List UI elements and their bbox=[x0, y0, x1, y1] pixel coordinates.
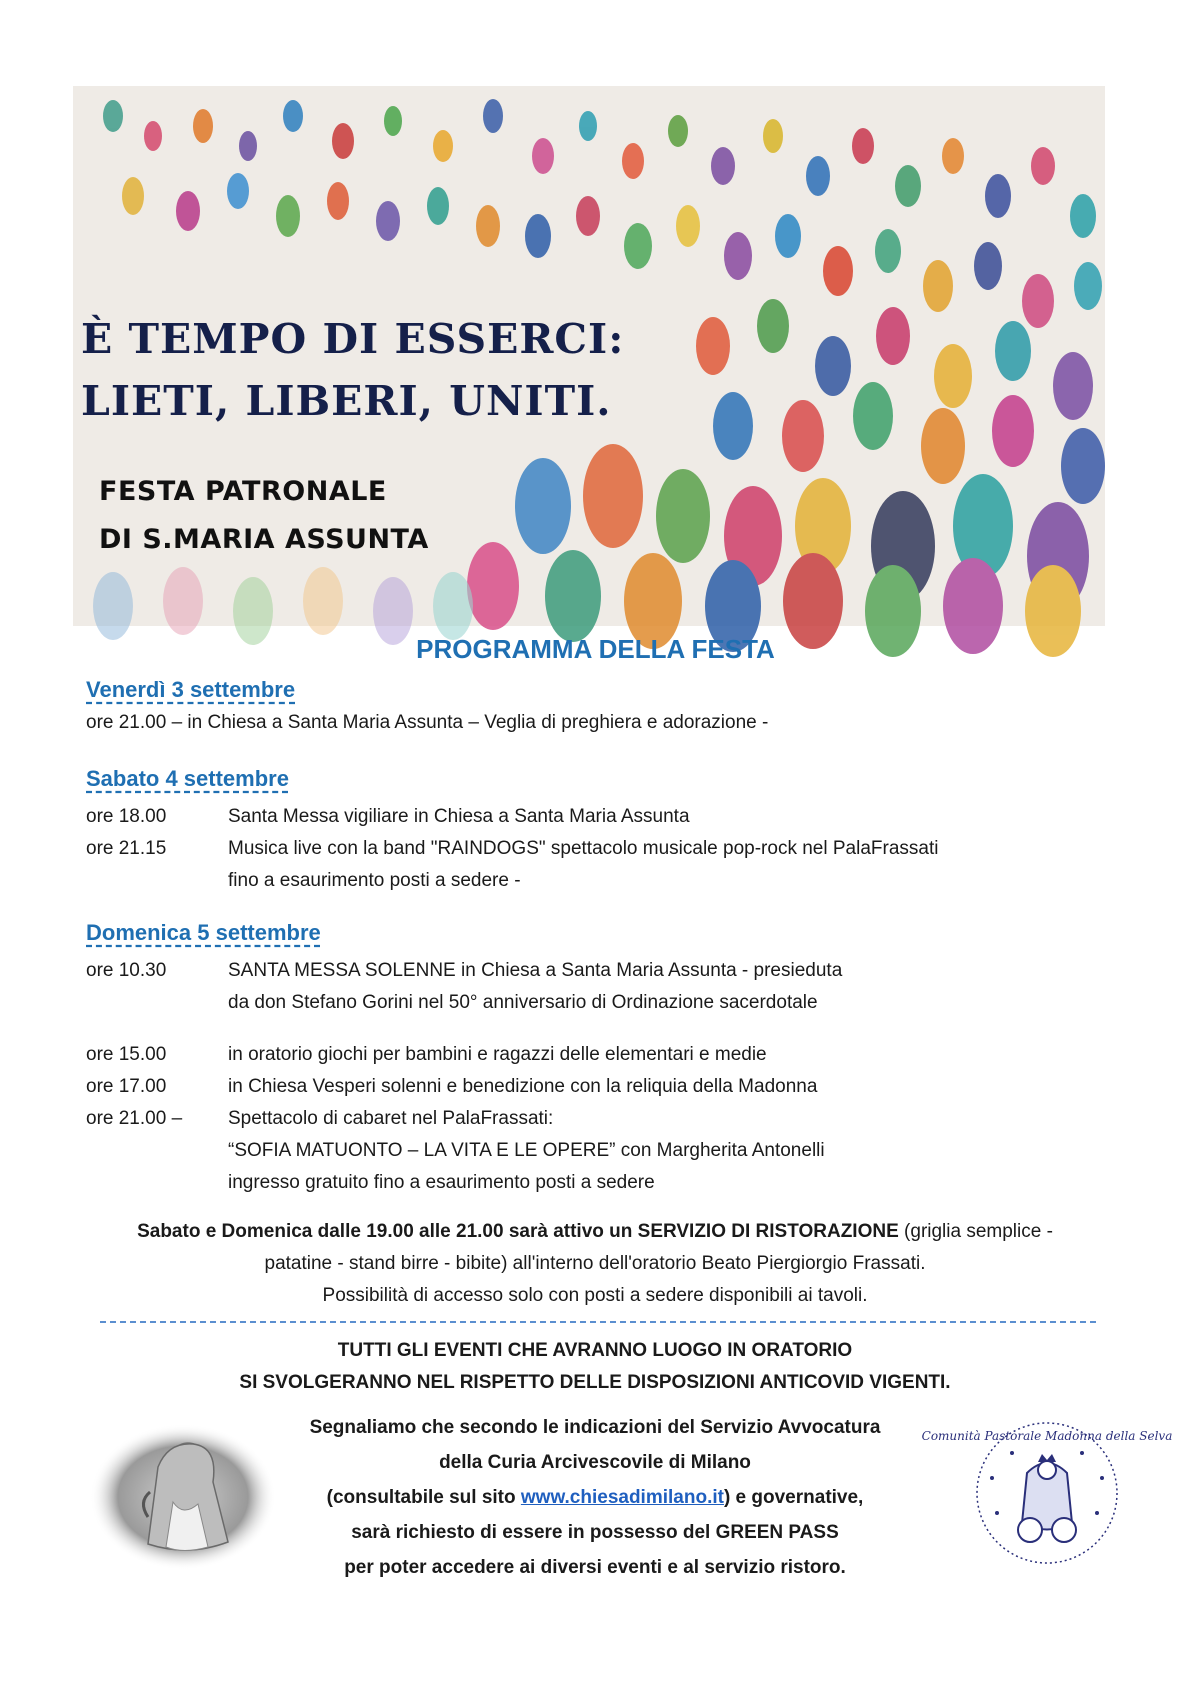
friday-event-line: ore 21.00 – in Chiesa a Santa Maria Assunta – Veglia di preghiera e adorazione - bbox=[86, 712, 769, 733]
covid-line-1: TUTTI GLI EVENTI CHE AVRANNO LUOGO IN ORATORIO bbox=[337, 1340, 853, 1361]
green-pass-line-3-post: ) e governative, bbox=[723, 1487, 864, 1508]
chiesadimilano-link[interactable]: www.chiesadimilano.it bbox=[520, 1487, 724, 1508]
banner-headline bbox=[81, 308, 624, 432]
event-description-cont: da don Stefano Gorini nel 50° anniversario di Ordinazione sacerdotale bbox=[228, 992, 818, 1013]
green-pass-line-3-pre: (consultabile sul sito bbox=[326, 1487, 521, 1508]
madonna-medallion-image bbox=[88, 1422, 278, 1572]
banner-subtitle bbox=[99, 468, 429, 564]
event-time: ore 21.15 bbox=[86, 838, 167, 859]
catering-rest: (griglia semplice - bbox=[898, 1221, 1053, 1242]
event-time: ore 21.00 – bbox=[86, 1108, 183, 1129]
catering-line-3: Possibilità di accesso solo con posti a sedere disponibili ai tavoli. bbox=[322, 1285, 868, 1306]
catering-line-1 bbox=[60, 1216, 1130, 1248]
event-time: ore 15.00 bbox=[86, 1044, 167, 1065]
event-description-cont: fino a esaurimento posti a sedere - bbox=[228, 870, 521, 891]
day-heading-friday: Venerdì 3 settembre bbox=[86, 677, 296, 702]
event-description-cont: ingresso gratuito fino a esaurimento posti a sedere bbox=[228, 1172, 655, 1193]
subtitle-line-2: DI S.MARIA ASSUNTA bbox=[99, 524, 429, 555]
event-time: ore 17.00 bbox=[86, 1076, 167, 1097]
event-description: in Chiesa Vesperi solenni e benedizione con la reliquia della Madonna bbox=[228, 1076, 818, 1097]
event-description: Musica live con la band "RAINDOGS" spettacolo musicale pop-rock nel PalaFrassati bbox=[228, 838, 939, 859]
event-description: in oratorio giochi per bambini e ragazzi delle elementari e medie bbox=[228, 1044, 767, 1065]
day-heading-sunday: Domenica 5 settembre bbox=[86, 920, 321, 945]
day-heading-saturday: Sabato 4 settembre bbox=[86, 766, 289, 791]
event-description: Santa Messa vigiliare in Chiesa a Santa Maria Assunta bbox=[228, 806, 690, 827]
catering-notice bbox=[60, 1216, 1130, 1312]
covid-line-2: SI SVOLGERANNO NEL RISPETTO DELLE DISPOSIZIONI ANTICOVID VIGENTI. bbox=[239, 1372, 951, 1393]
green-pass-line-5: per poter accedere ai diversi eventi e al servizio ristoro. bbox=[344, 1557, 846, 1578]
catering-bold: Sabato e Domenica dalle 19.00 alle 21.00 sarà attivo un SERVIZIO DI RISTORAZIONE bbox=[137, 1221, 899, 1242]
green-pass-line-2: della Curia Arcivescovile di Milano bbox=[439, 1452, 751, 1473]
event-description-cont: “SOFIA MATUONTO – LA VITA E LE OPERE” con Margherita Antonelli bbox=[228, 1140, 825, 1161]
dashed-divider bbox=[100, 1321, 1096, 1323]
headline-line-1: È TEMPO DI ESSERCI: bbox=[81, 315, 625, 363]
event-description: Spettacolo di cabaret nel PalaFrassati: bbox=[228, 1108, 554, 1129]
event-time: ore 18.00 bbox=[86, 806, 167, 827]
event-description: SANTA MESSA SOLENNE in Chiesa a Santa Maria Assunta - presieduta bbox=[228, 960, 843, 981]
event-time: ore 10.30 bbox=[86, 960, 167, 981]
seal-text: Comunità Pastorale Madonna della Selva bbox=[921, 1429, 1173, 1443]
subtitle-line-1: FESTA PATRONALE bbox=[99, 476, 387, 507]
covid-notice bbox=[60, 1335, 1130, 1399]
header-banner bbox=[73, 86, 1105, 626]
green-pass-line-4: sarà richiesto di essere in possesso del GREEN PASS bbox=[351, 1522, 839, 1543]
headline-line-2: LIETI, LIBERI, UNITI. bbox=[81, 377, 612, 425]
green-pass-line-1: Segnaliamo che secondo le indicazioni del Servizio Avvocatura bbox=[309, 1417, 881, 1438]
madonna-della-selva-seal bbox=[921, 1418, 1173, 1568]
catering-line-2: patatine - stand birre - bibite) all'interno dell'oratorio Beato Piergiorgio Frassati. bbox=[264, 1253, 926, 1274]
program-title: PROGRAMMA DELLA FESTA bbox=[416, 634, 775, 664]
